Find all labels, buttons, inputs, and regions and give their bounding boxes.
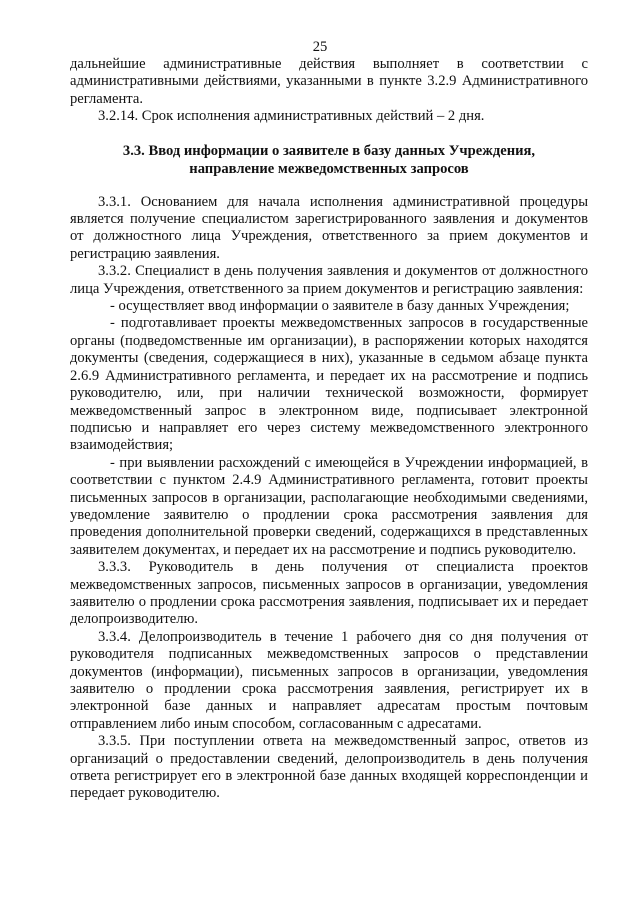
section-heading-line-2: направление межведомственных запросов: [189, 160, 469, 177]
list-item-interagency-requests: - подготавливает проекты межведомственных запросов в государственные органы (подведомственные им организации), в распоряжении которых находятся документы (сведения, содержащиеся в них), указанные в седьмом абзаце пункта 2.6.9 Административного регламента, и передает их на рассмотрение и подпись руководителю, или, при наличии технической возможности, формирует межведомственный запрос в электронном виде, подписывает электронной подписью и направляет его через систему межведомственного электронного взаимодействия;: [70, 315, 588, 454]
page-number: 25: [312, 39, 328, 55]
section-heading-3-3: [70, 142, 588, 178]
paragraph-3-2-14: 3.2.14. Срок исполнения административных действий – 2 дня.: [98, 108, 485, 125]
paragraph-3-3-4: 3.3.4. Делопроизводитель в течение 1 рабочего дня со дня получения от руководителя подписанных межведомственных запросов о представлении документов (информации), письменных запросов в организации, уведомления заявителю о продлении срока рассмотрения заявления, регистрирует их в электронной базе данных и направляет адресатам простым почтовым отправлением либо иным способом, согласованным с адресатами.: [70, 628, 588, 732]
list-item-data-entry: - осуществляет ввод информации о заявителе в базу данных Учреждения;: [110, 298, 570, 315]
document-body: [70, 56, 588, 803]
paragraph-3-3-1: 3.3.1. Основанием для начала исполнения административной процедуры является получение специалистом зарегистрированного заявления и документов от должностного лица Учреждения, ответственного за прием документов и регистрацию заявления.: [70, 193, 588, 262]
paragraph-3-3-5: 3.3.5. При поступлении ответа на межведомственный запрос, ответов из организаций о предоставлении сведений, делопроизводитель в день получения ответа регистрирует его в электронной базе данных входящей корреспонденции и передает руководителю.: [70, 733, 588, 802]
paragraph-3-3-3: 3.3.3. Руководитель в день получения от специалиста проектов межведомственных запросов, письменных запросов в организации, уведомления заявителю о продлении срока рассмотрения заявления, подписывает их и передает делопроизводителю.: [70, 559, 588, 628]
list-item-discrepancies: - при выявлении расхождений с имеющейся в Учреждении информацией, в соответствии с пунктом 2.4.9 Административного регламента, готовит проекты письменных запросов в организации, располагающие необходимыми сведениями, уведомление заявителю о продлении срока рассмотрения заявления для проведения дополнительной проверки сведений, содержащихся в представленных заявителем документах, и передает их на рассмотрение и подпись руководителю.: [70, 454, 588, 558]
continuation-paragraph: дальнейшие административные действия выполняет в соответствии с административными действиями, указанными в пункте 3.2.9 Административного регламента.: [70, 56, 588, 107]
section-heading-line-1: 3.3. Ввод информации о заявителе в базу данных Учреждения,: [122, 142, 536, 159]
paragraph-3-3-2: 3.3.2. Специалист в день получения заявления и документов от должностного лица Учреждения, ответственного за прием документов и регистрацию заявления:: [70, 263, 588, 297]
